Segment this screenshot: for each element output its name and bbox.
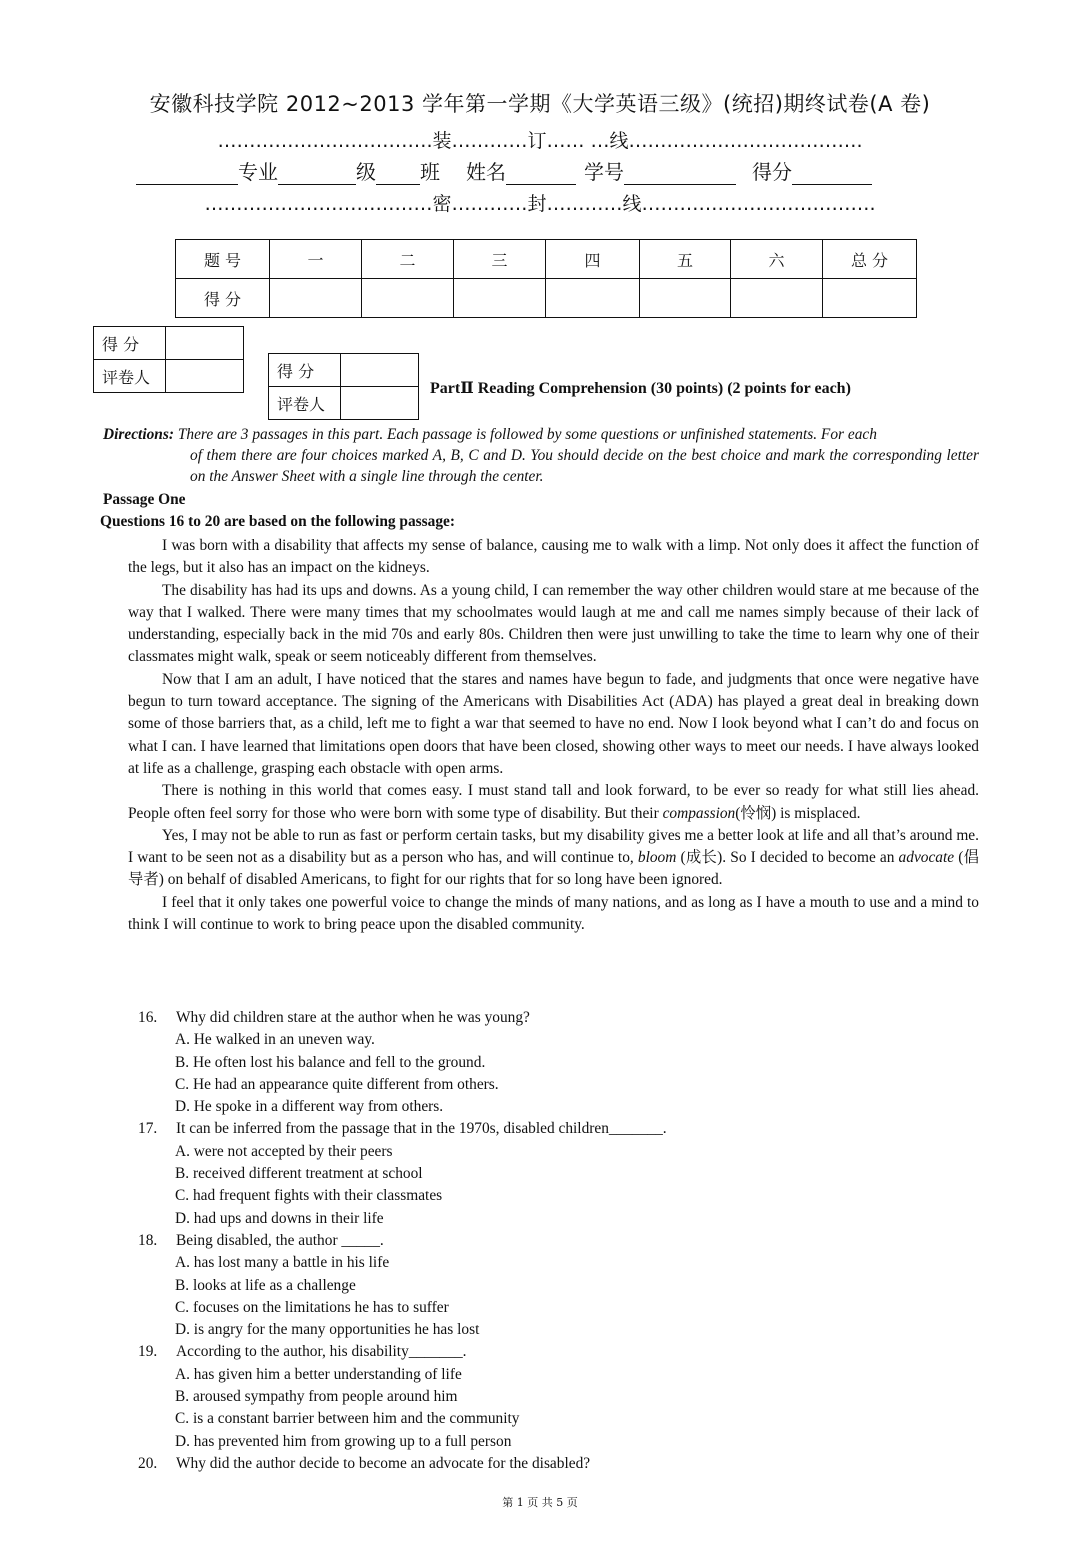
paragraph: Yes, I may not be able to run as fast or perform certain tasks, but my disability gives me a better look at life and all that’s around me. I want to be seen not as a disability but as a person who has, and will continue to, bloom (成长). So I decided to become an advocate (倡导者) on behalf of disabled Americans, to fight for our rights that for so long have been ignored.: [128, 826, 980, 889]
grader-score-cell[interactable]: [341, 354, 419, 387]
question-20: [128, 1453, 979, 1475]
class-blank[interactable]: [376, 162, 420, 185]
option-b[interactable]: B. aroused sympathy from people around him: [175, 1388, 458, 1406]
option-d[interactable]: D. had ups and downs in their life: [175, 1209, 384, 1227]
question-19: [128, 1341, 979, 1363]
table-cell: 四: [546, 240, 640, 279]
score-cell-5[interactable]: [640, 279, 731, 318]
question-stem: Why did the author decide to become an advocate for the disabled?: [176, 1454, 591, 1472]
option-c[interactable]: C. is a constant barrier between him and the community: [175, 1410, 520, 1428]
option-d[interactable]: D. is angry for the many opportunities he has lost: [175, 1321, 480, 1339]
grader-score-cell[interactable]: [166, 327, 244, 360]
option-c[interactable]: C. focuses on the limitations he has to suffer: [175, 1298, 449, 1316]
option-a[interactable]: A. has lost many a battle in his life: [175, 1254, 390, 1272]
grader-label: 评卷人: [94, 360, 166, 393]
student-id-blank[interactable]: [624, 162, 736, 185]
question-number: 20.: [138, 1454, 158, 1472]
question-stem: Being disabled, the author _____.: [176, 1231, 384, 1249]
grader-score-label: 得 分: [94, 327, 166, 360]
grade-label: 级: [356, 160, 376, 184]
option-a[interactable]: A. were not accepted by their peers: [175, 1142, 393, 1160]
questions-intro: Questions 16 to 20 are based on the following passage:: [100, 513, 456, 530]
table-cell: 六: [731, 240, 823, 279]
page-footer: 第 1 页 共 5 页: [502, 1496, 578, 1509]
paragraph: Now that I am an adult, I have noticed that the stares and names have begun to fade, and judgments that once were negative have begun to turn toward acceptance. The signing of the Americans with Disabilities Act (ADA) has played a great deal in breaking down some of those barriers that, as a child, left me to fight a war that seemed to have no end. Now I look beyond what I can’t do and focus on what I can. I have learned that limitations open doors that have been closed, showing other ways to meet our needs. I have always looked at life as a challenge, grasping each obstacle with open arms.: [128, 670, 979, 777]
name-blank[interactable]: [506, 162, 576, 185]
grader-box-1: [93, 326, 244, 393]
paragraph: I feel that it only takes one powerful voice to change the minds of many nations, and as long as I have a mouth to use and a mind to think I will continue to work to bring peace upon the disabled community.: [128, 893, 979, 934]
option-a[interactable]: A. has given him a better understanding of life: [175, 1365, 462, 1383]
score-cell-total[interactable]: [823, 279, 917, 318]
option-a[interactable]: A. He walked in an uneven way.: [175, 1031, 375, 1049]
paragraph: There is nothing in this world that comes easy. I must stand tall and look forward, to be ever so ready for what still lies ahead. People often feel sorry for those who were born with some type of disability. But their compassion(怜悯) is misplaced.: [128, 782, 979, 822]
score-cell-3[interactable]: [454, 279, 546, 318]
student-info-line: [136, 156, 946, 185]
name-label: 姓名: [466, 160, 506, 184]
binding-line-bottom: ………………………………密…………封…………线……………………………….: [204, 193, 876, 215]
table-cell: 五: [640, 240, 731, 279]
paragraph: I was born with a disability that affects my sense of balance, causing me to walk with a limp. Not only does it affect the function of the legs, but it also has an impact on the kidneys.: [128, 537, 979, 577]
question-number: 18.: [138, 1231, 158, 1249]
option-d[interactable]: D. He spoke in a different way from others.: [175, 1098, 444, 1116]
score-label: 得分: [752, 160, 792, 184]
exam-title: 安徽科技学院 2012~2013 学年第一学期《大学英语三级》(统招)期终试卷(A 卷): [149, 92, 931, 116]
grade-blank[interactable]: [278, 162, 356, 185]
grader-name-cell[interactable]: [166, 360, 244, 393]
directions: [103, 424, 979, 487]
option-c[interactable]: C. had frequent fights with their classmates: [175, 1187, 443, 1205]
question-17: [128, 1118, 979, 1140]
score-blank[interactable]: [792, 162, 872, 185]
grader-box-2: [268, 353, 419, 420]
grader-label: 评卷人: [269, 387, 341, 420]
score-cell-2[interactable]: [362, 279, 454, 318]
grader-score-label: 得 分: [269, 354, 341, 387]
directions-label: Directions:: [103, 426, 174, 443]
score-cell-6[interactable]: [731, 279, 823, 318]
table-row: [176, 240, 917, 279]
option-b[interactable]: B. received different treatment at school: [175, 1165, 423, 1183]
question-list: [128, 1007, 979, 1475]
question-number: 19.: [138, 1343, 158, 1361]
question-stem: Why did children stare at the author when he was young?: [176, 1009, 530, 1026]
option-c[interactable]: C. He had an appearance quite different from others.: [175, 1075, 499, 1093]
table-cell: 三: [454, 240, 546, 279]
major-label: 专业: [238, 160, 278, 184]
table-row: [176, 279, 917, 318]
score-cell-1[interactable]: [270, 279, 362, 318]
table-cell: 一: [270, 240, 362, 279]
option-d[interactable]: D. has prevented him from growing up to a full person: [175, 1432, 512, 1450]
table-cell: 得 分: [176, 279, 270, 318]
question-number: 16.: [138, 1009, 158, 1026]
directions-text-2: of them there are four choices marked A, B, C and D. You should decide on the best choice and mark the corresponding letter on the Answer Sheet with a single line through the center.: [190, 447, 979, 485]
question-number: 17.: [138, 1120, 158, 1138]
table-cell: 题 号: [176, 240, 270, 279]
part-title: PartⅡ Reading Comprehension (30 points) (2 points for each): [430, 380, 851, 397]
grader-name-cell[interactable]: [341, 387, 419, 420]
paragraph: The disability has had its ups and downs. As a young child, I can remember the way other children would stare at me because of the way that I walked. There were many times that my schoolmates would laugh at me and call me names simply because of their lack of understanding, especially back in the mid 70s and early 80s. Children then were just unwilling to take the time to learn why one of their classmates might walk, speak or seem noticeably different from themselves.: [128, 581, 979, 666]
class-label: 班: [420, 160, 440, 184]
directions-text-1: There are 3 passages in this part. Each passage is followed by some questions or unfinished statements. For each: [177, 426, 877, 443]
question-stem: It can be inferred from the passage that in the 1970s, disabled children_______.: [176, 1120, 667, 1138]
score-summary-table: [175, 239, 917, 318]
option-b[interactable]: B. looks at life as a challenge: [175, 1276, 356, 1294]
passage-title: Passage One: [103, 491, 186, 508]
option-b[interactable]: B. He often lost his balance and fell to the ground.: [175, 1053, 486, 1071]
binding-line-top: …………………………….装…………订…… …线……………………………….: [217, 130, 863, 152]
major-blank[interactable]: [136, 162, 238, 185]
passage-body: [128, 535, 979, 936]
table-cell: 二: [362, 240, 454, 279]
question-stem: According to the author, his disability_______.: [176, 1343, 467, 1361]
student-id-label: 学号: [584, 160, 624, 184]
question-18: [128, 1230, 979, 1252]
score-cell-4[interactable]: [546, 279, 640, 318]
table-cell: 总 分: [823, 240, 917, 279]
question-16: [128, 1007, 979, 1029]
